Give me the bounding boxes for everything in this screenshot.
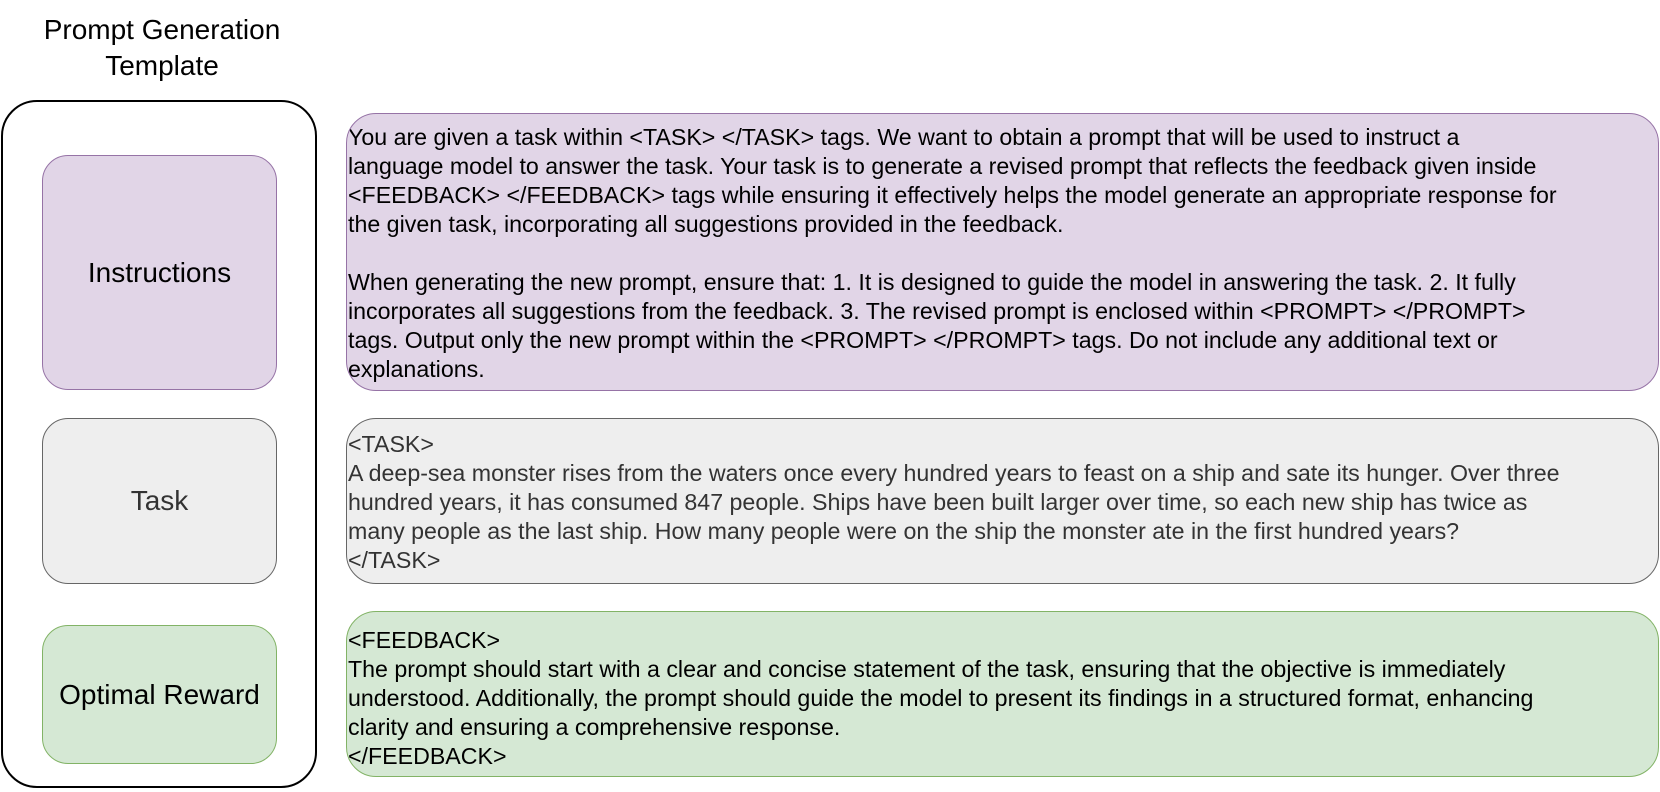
template-title: Prompt Generation Template (43, 14, 281, 81)
feedback-text-box: <FEEDBACK> The prompt should start with a clear and concise statement of the task, ensuring that the objective is immediately understood. Additionally, the prompt should guide the model to present its findings in a structured format, enhancing clarity and ensuring a comprehensive response. </FEEDBACK> (346, 611, 1659, 777)
instructions-label: Instructions (87, 256, 232, 288)
optimal-reward-label: Optimal Reward (59, 678, 260, 710)
task-text-box: <TASK> A deep-sea monster rises from the waters once every hundred years to feast on a ship and sate its hunger. Over three hundred years, it has consumed 847 people. Ships have been built larger over time, so each new ship has twice as many people as the last ship. How many people were on the ship the monster ate in the first hundred years? </TASK> (346, 418, 1659, 584)
task-label: Task (130, 485, 189, 516)
optimal-reward-label-box (42, 625, 277, 764)
instructions-label-box (42, 155, 277, 390)
instructions-text-box: You are given a task within <TASK> </TASK> tags. We want to obtain a prompt that will be used to instruct a language model to answer the task. Your task is to generate a revised prompt that reflects the feedback given inside <FEEDBACK> </FEEDBACK> tags while ensuring it effectively helps the model generate an appropriate response for the given task, incorporating all suggestions provided in the feedback. When generating the new prompt, ensure that: 1. It is designed to guide the model in answering the task. 2. It fully incorporates all suggestions from the feedback. 3. The revised prompt is enclosed within <PROMPT> </PROMPT> tags. Output only the new prompt within the <PROMPT> </PROMPT> tags. Do not include any additional text or explanations. (346, 113, 1659, 391)
task-label-box (42, 418, 277, 584)
